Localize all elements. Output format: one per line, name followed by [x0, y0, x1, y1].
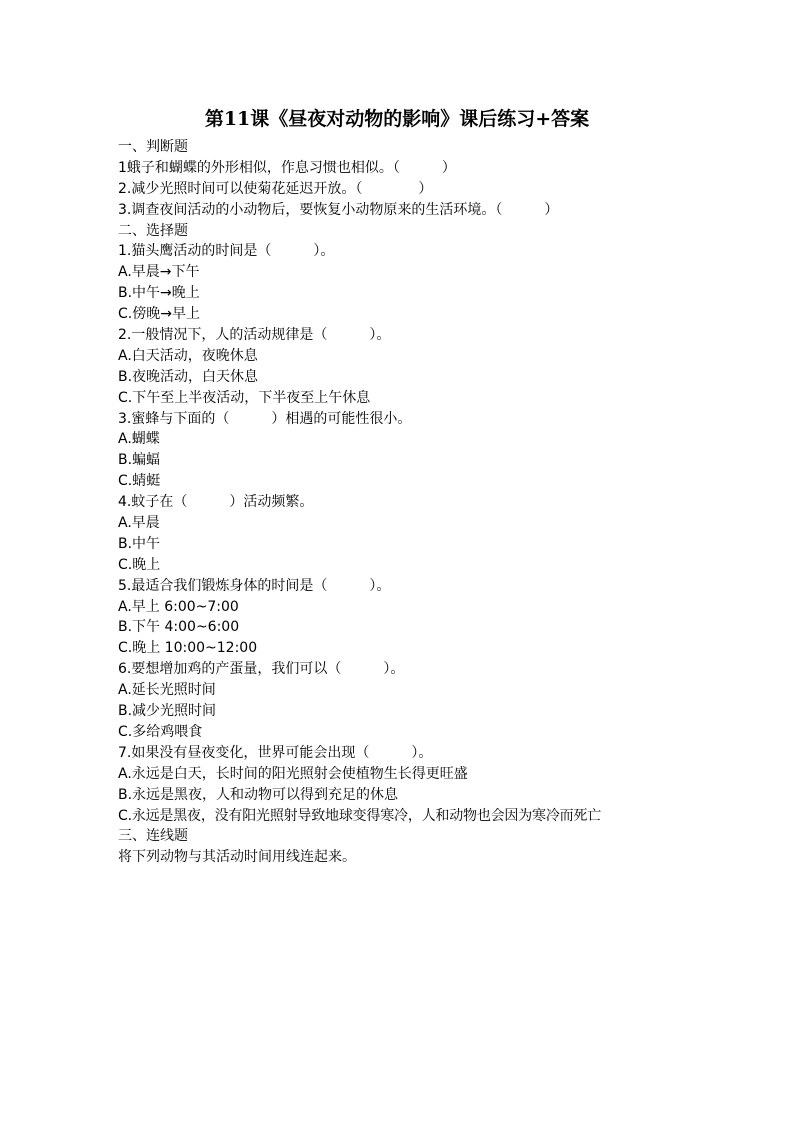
- answer-option: A.蝴蝶: [118, 431, 160, 448]
- answer-option: A.延长光照时间: [118, 682, 216, 699]
- question-text: 1蛾子和蝴蝶的外形相似，作息习惯也相似。（ ）: [118, 159, 456, 176]
- question-text: 5.最适合我们锻炼身体的时间是（ ）。: [118, 577, 391, 594]
- answer-option: B.中午→晚上: [118, 285, 200, 302]
- answer-option: A.早晨→下午: [118, 264, 200, 281]
- answer-option: C.蜻蜓: [118, 473, 161, 490]
- answer-option: C.晚上: [118, 556, 161, 573]
- instruction-text: 将下列动物与其活动时间用线连起来。: [118, 849, 356, 866]
- answer-option: B.夜晚活动，白天休息: [118, 368, 259, 385]
- question-text: 3.调查夜间活动的小动物后，要恢复小动物原来的生活环境。（ ）: [118, 201, 559, 218]
- section-heading-multiple-choice: 二、选择题: [118, 222, 188, 239]
- answer-option: B.中午: [118, 535, 161, 552]
- answer-option: A.早上 6:00~7:00: [118, 598, 239, 615]
- answer-option: B.蝙蝠: [118, 452, 161, 469]
- question-text: 2.一般情况下，人的活动规律是（ ）。: [118, 327, 391, 344]
- question-text: 1.猫头鹰活动的时间是（ ）。: [118, 243, 335, 260]
- question-text: 3.蜜蜂与下面的（ ）相遇的可能性很小。: [118, 410, 412, 427]
- section-heading-true-false: 一、判断题: [118, 139, 188, 155]
- answer-option: B.永远是黑夜，人和动物可以得到充足的休息: [118, 786, 399, 803]
- question-text: 7.如果没有昼夜变化，世界可能会出现（ ）。: [118, 744, 433, 761]
- document-body: [118, 137, 718, 868]
- answer-option: C.下午至上半夜活动，下半夜至上午休息: [118, 389, 371, 406]
- question-text: 6.要想增加鸡的产蛋量，我们可以（ ）。: [118, 661, 405, 678]
- answer-option: C.多给鸡喂食: [118, 723, 203, 740]
- answer-option: B.减少光照时间: [118, 703, 217, 720]
- answer-option: C.永远是黑夜，没有阳光照射导致地球变得寒冷，人和动物也会因为寒冷而死亡: [118, 807, 602, 824]
- answer-option: A.早晨: [118, 515, 160, 532]
- section-heading-matching: 三、连线题: [118, 828, 188, 845]
- question-text: 2.减少光照时间可以使菊花延迟开放。（ ）: [118, 180, 433, 197]
- answer-option: C.晚上 10:00~12:00: [118, 640, 258, 657]
- answer-option: A.白天活动，夜晚休息: [118, 347, 258, 364]
- question-text: 4.蚊子在（ ）活动频繁。: [118, 494, 314, 511]
- answer-option: C.傍晚→早上: [118, 306, 200, 323]
- answer-option: A.永远是白天，长时间的阳光照射会使植物生长得更旺盛: [118, 765, 468, 782]
- page-title: 第11课《昼夜对动物的影响》课后练习+答案: [204, 108, 590, 130]
- answer-option: B.下午 4:00~6:00: [118, 619, 240, 636]
